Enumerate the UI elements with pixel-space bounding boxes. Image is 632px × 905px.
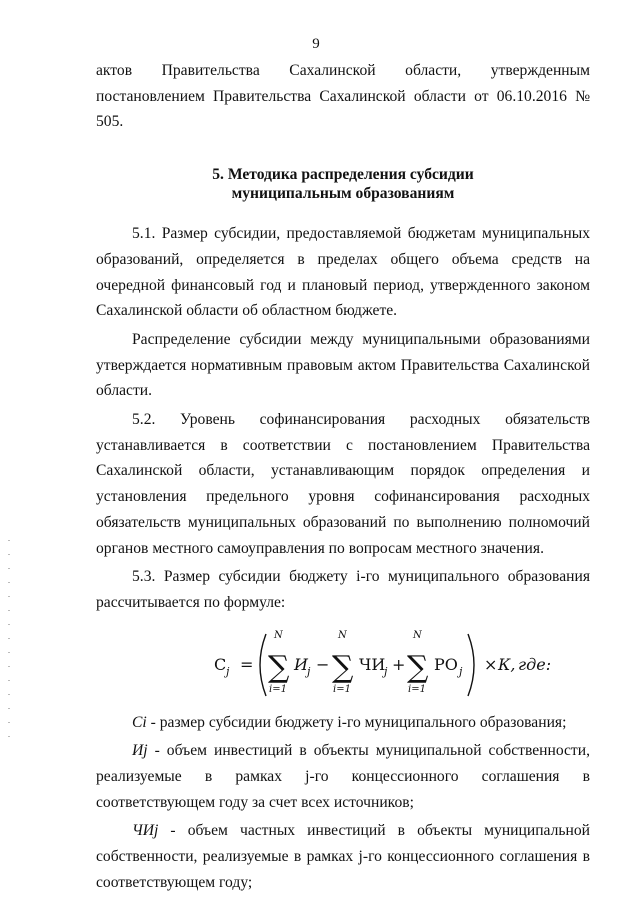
term2: ЧИ (359, 654, 386, 674)
sum3-upper: N (413, 629, 422, 641)
section-heading (96, 165, 590, 203)
definition-symbol: ЧИj (132, 822, 159, 840)
definition-ij (96, 738, 590, 815)
term1: И (294, 654, 308, 674)
sum1-sigma: ∑ (268, 649, 290, 685)
sum1-lower: i=1 (269, 683, 287, 695)
formula-equals: = (240, 654, 254, 674)
term1-sub: j (307, 664, 311, 678)
page-number: 9 (312, 36, 320, 52)
definition-text: - объем инвестиций в объекты муниципальной собственности, реализуемые в рамках j-го концессионного соглашения в соответствующем году за счет всех источников; (96, 742, 590, 811)
sum1-upper: N (274, 629, 283, 641)
definition-symbol: Иj (132, 742, 148, 760)
definition-chij (96, 818, 590, 895)
continuation-paragraph: актов Правительства Сахалинской области, утвержденным постановлением Правительства Сахалинской области от 06.10.2016 № 505. (96, 62, 590, 131)
paragraph-5-1-distribution: Распределение субсидии между муниципальными образованиями утверждается нормативным правовым актом Правительства Сахалинской области. (96, 330, 590, 400)
term2-sub: j (384, 664, 388, 678)
sum2-sigma: ∑ (332, 649, 354, 685)
document-body (96, 58, 590, 896)
sum2-lower: i=1 (333, 683, 351, 695)
definition-text: - объем частных инвестиций в объекты муниципальной собственности, реализуемые в рамках j-го концессионного соглашения в соответствующем году; (96, 822, 590, 891)
margin-dots (8, 540, 10, 740)
formula-plus: + (392, 654, 406, 674)
formula-k: К, (498, 654, 516, 674)
sum3-lower: i=1 (408, 683, 426, 695)
formula-lhs: С (214, 654, 227, 674)
paragraph-5-1: 5.1. Размер субсидии, предоставляемой бюджетам муниципальных образований, определяется в пределах общего объема средств на очередной финансовый год и плановый период, утвержденного законом Сахалинской области об областном бюджете. (96, 225, 590, 320)
formula-times: × (484, 654, 498, 674)
term3: РО (434, 654, 458, 674)
definition-symbol: Сi (132, 713, 147, 731)
definition-ci (96, 710, 590, 736)
formula-minus: − (316, 654, 330, 674)
term3-sub: j (459, 664, 463, 678)
sum2-upper: N (338, 629, 347, 641)
left-paren (260, 634, 266, 696)
formula-lhs-sub: j (226, 664, 230, 678)
section-heading-line-2: муниципальным образованиям (231, 185, 455, 203)
paragraph-5-3: 5.3. Размер субсидии бюджету i-го муниципального образования рассчитывается по формуле: (96, 568, 590, 611)
definition-text: - размер субсидии бюджету i-го муниципального образования; (146, 713, 567, 731)
formula-svg (214, 626, 552, 704)
sum3-sigma: ∑ (407, 649, 429, 685)
formula-where: где: (518, 654, 552, 674)
subsidy-formula (96, 626, 590, 704)
section-heading-line-1: 5. Методика распределения субсидии (212, 166, 474, 184)
paragraph-5-2: 5.2. Уровень софинансирования расходных обязательств устанавливается в соответствии с постановлением Правительства Сахалинской области, устанавливающим порядок определения и установления предельного уровня софинансирования расходных обязательств муниципальных образований по выполнению полномочий органов местного самоуправления по вопросам местного значения. (96, 411, 590, 557)
right-paren (468, 634, 474, 696)
